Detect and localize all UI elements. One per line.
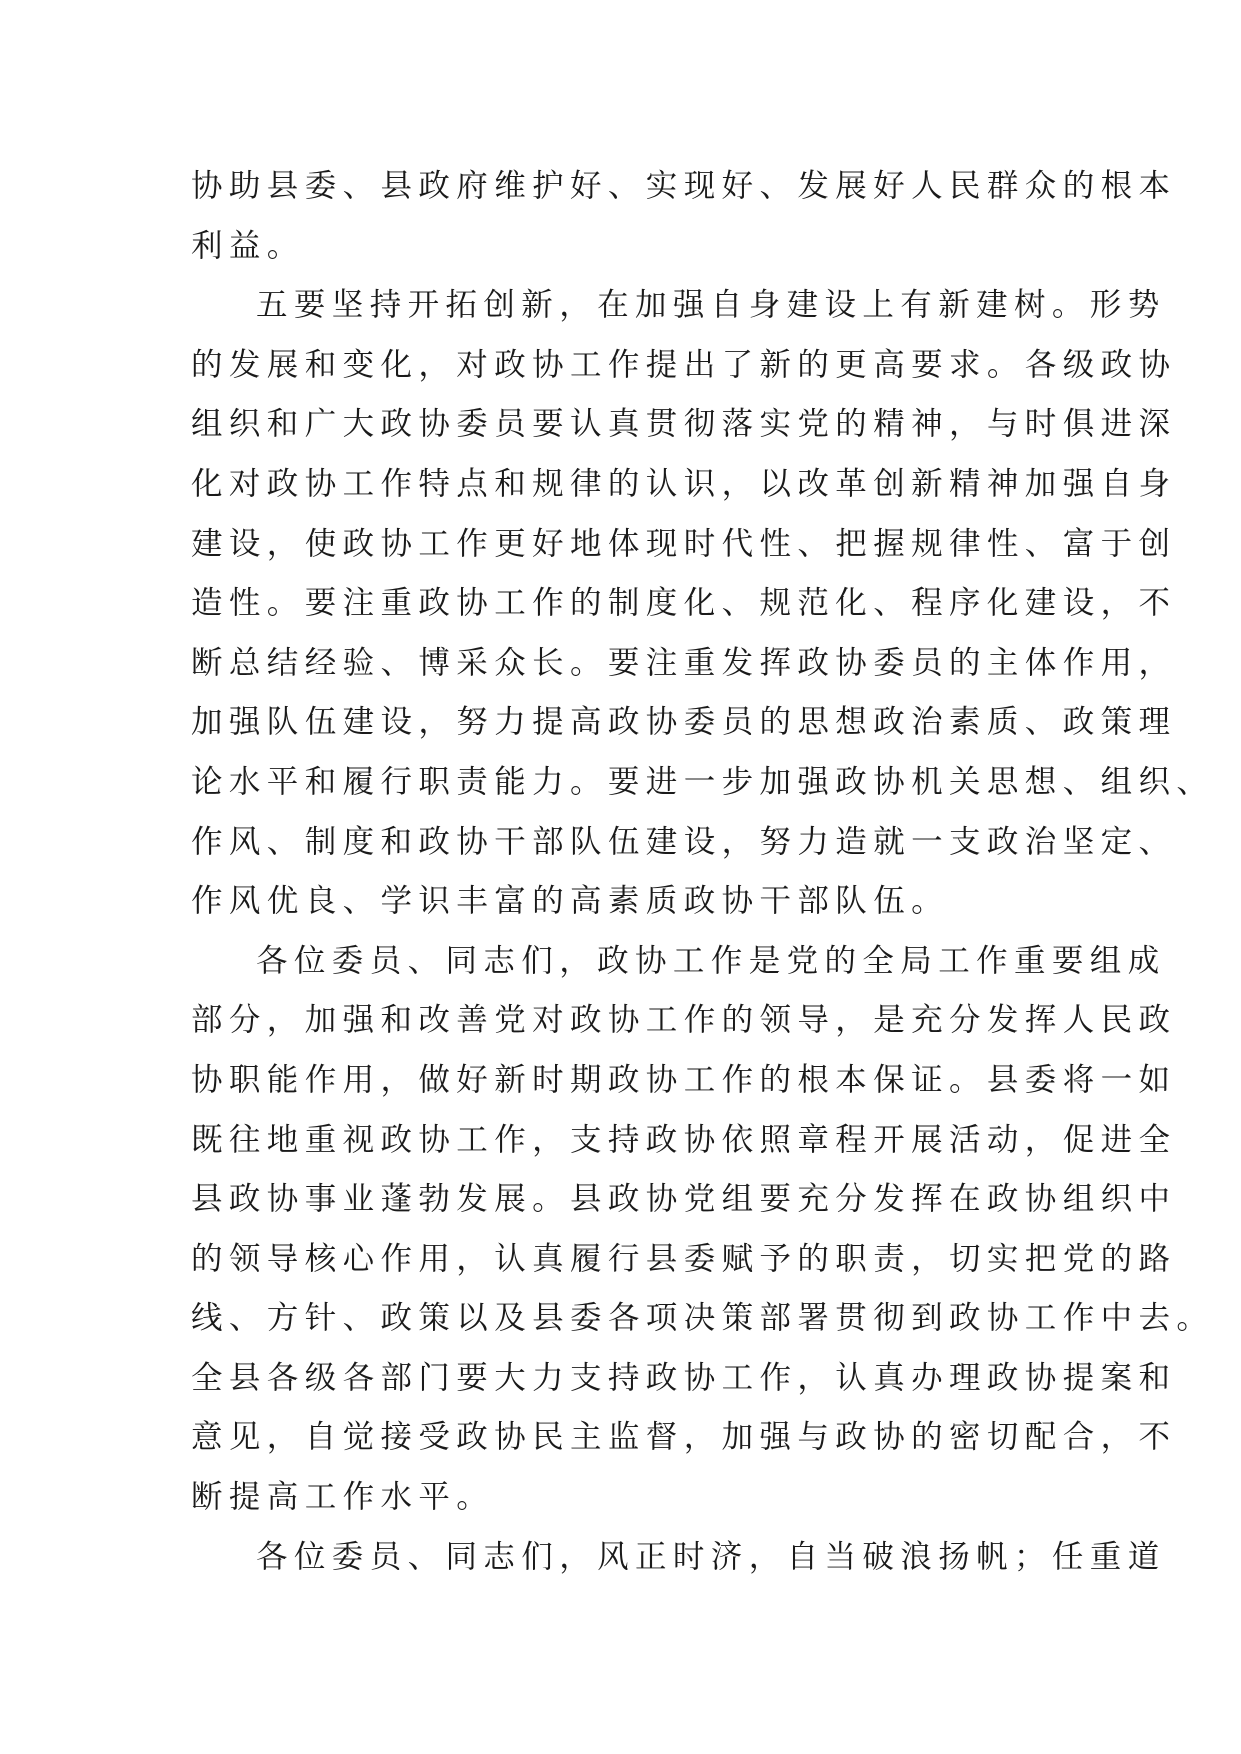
text-line-18: 县政协事业蓬勃发展。县政协党组要充分发挥在政协组织中 <box>191 1181 1177 1218</box>
text-line-19: 的领导核心作用，认真履行县委赋予的职责，切实把党的路 <box>191 1240 1177 1277</box>
text-line-2: 利益。 <box>191 227 305 264</box>
text-line-9: 断总结经验、博采众长。要注重发挥政协委员的主体作用， <box>191 644 1177 681</box>
text-line-1: 协助县委、县政府维护好、实现好、发展好人民群众的根本 <box>191 168 1177 204</box>
text-line-12: 作风、制度和政协干部队伍建设，努力造就一支政治坚定、 <box>191 823 1177 860</box>
text-line-23: 断提高工作水平。 <box>191 1479 495 1516</box>
text-line-22: 意见，自觉接受政协民主监督，加强与政协的密切配合，不 <box>191 1419 1177 1456</box>
text-line-14: 各位委员、同志们，政协工作是党的全局工作重要组成 <box>256 942 1166 979</box>
document-body <box>191 157 1215 1587</box>
text-line-8: 造性。要注重政协工作的制度化、规范化、程序化建设，不 <box>191 585 1177 622</box>
text-line-15: 部分，加强和改善党对政协工作的领导，是充分发挥人民政 <box>191 1002 1177 1039</box>
text-line-6: 化对政协工作特点和规律的认识，以改革创新精神加强自身 <box>191 465 1177 502</box>
text-line-16: 协职能作用，做好新时期政协工作的根本保证。县委将一如 <box>191 1061 1177 1098</box>
text-line-17: 既往地重视政协工作，支持政协依照章程开展活动，促进全 <box>191 1121 1177 1158</box>
text-line-5: 组织和广大政协委员要认真贯彻落实党的精神，与时俱进深 <box>191 406 1177 443</box>
text-line-20: 线、方针、政策以及县委各项决策部署贯彻到政协工作中去。 <box>191 1300 1215 1337</box>
text-line-21: 全县各级各部门要大力支持政协工作，认真办理政协提案和 <box>191 1359 1177 1396</box>
text-line-7: 建设，使政协工作更好地体现时代性、把握规律性、富于创 <box>191 525 1177 562</box>
text-line-3: 五要坚持开拓创新，在加强自身建设上有新建树。形势 <box>256 287 1166 324</box>
text-line-13: 作风优良、学识丰富的高素质政协干部队伍。 <box>191 883 950 920</box>
text-line-24: 各位委员、同志们，风正时济，自当破浪扬帆；任重道 <box>256 1538 1166 1575</box>
text-line-4: 的发展和变化，对政协工作提出了新的更高要求。各级政协 <box>191 346 1177 383</box>
text-line-11: 论水平和履行职责能力。要进一步加强政协机关思想、组织、 <box>191 763 1215 800</box>
text-line-10: 加强队伍建设，努力提高政协委员的思想政治素质、政策理 <box>191 704 1177 741</box>
